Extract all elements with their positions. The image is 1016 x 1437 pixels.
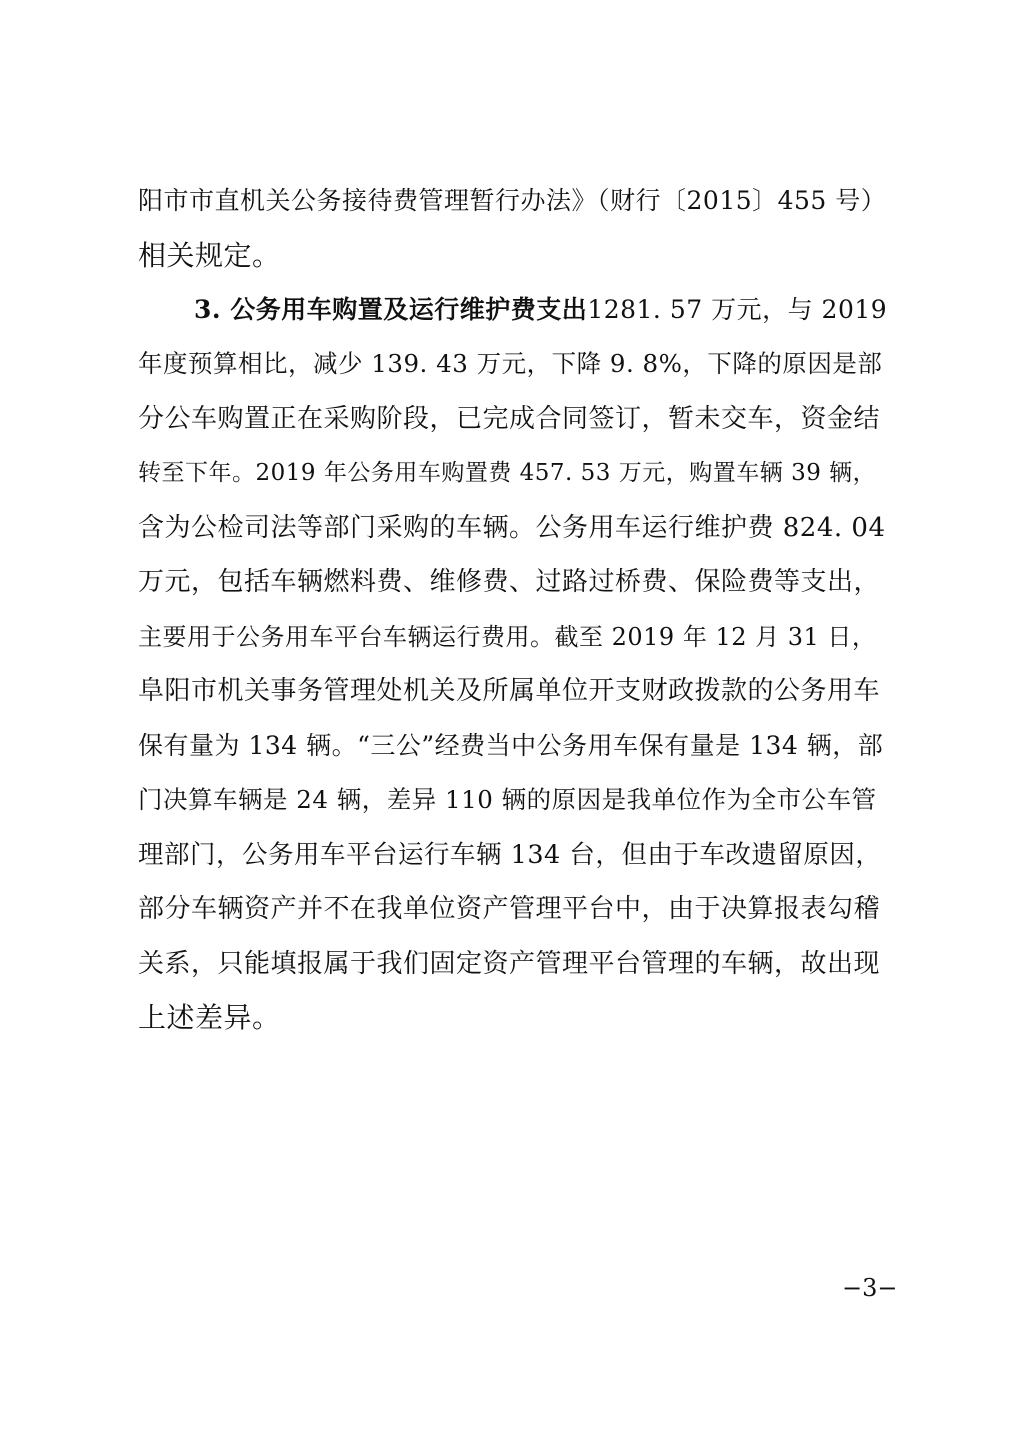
- paragraph-line: 关系，只能填报属于我们固定资产管理平台管理的车辆，故出现: [138, 949, 881, 979]
- paragraph-line: 年度预算相比，减少 139. 43 万元，下降 9. 8%，下降的原因是部: [138, 349, 883, 378]
- paragraph-line: 转至下年。2019 年公务用车购置费 457. 53 万元，购置车辆 39 辆，: [138, 460, 877, 486]
- paragraph-line: 主要用于公务用车平台车辆运行费用。截至 2019 年 12 月 31 日，: [138, 623, 877, 651]
- section-heading-value: 1281. 57 万元，与 2019: [587, 295, 888, 324]
- paragraph-line: 阳市市直机关公务接待费管理暂行办法》（财行〔2015〕455 号）: [138, 186, 887, 215]
- paragraph-line: 万元，包括车辆燃料费、维修费、过路过桥费、保险费等支出，: [138, 567, 881, 597]
- paragraph-line: 含为公检司法等部门采购的车辆。公务用车运行维护费 824. 04: [138, 513, 886, 543]
- paragraph-line: 部分车辆资产并不在我单位资产管理平台中，由于决算报表勾稽: [138, 894, 881, 924]
- section-first-line: [194, 290, 888, 330]
- paragraph-line: 上述差异。: [138, 1001, 281, 1034]
- paragraph-line: 保有量为 134 辆。“三公”经费当中公务用车保有量是 134 辆，部: [138, 731, 884, 760]
- section-heading: 3. 公务用车购置及运行维护费支出: [194, 295, 588, 324]
- paragraph-line: 理部门，公务用车平台运行车辆 134 台，但由于车改遗留原因，: [138, 840, 882, 870]
- paragraph-line: 阜阳市机关事务管理处机关及所属单位开支财政拨款的公务用车: [138, 676, 881, 706]
- paragraph-line: 分公车购置正在采购阶段，已完成合同签订，暂未交车，资金结: [138, 404, 881, 434]
- paragraph-line: 相关规定。: [138, 239, 281, 272]
- paragraph-line: 门决算车辆是 24 辆，差异 110 辆的原因是我单位作为全市公车管: [138, 785, 877, 814]
- page-number: −3−: [842, 1274, 898, 1302]
